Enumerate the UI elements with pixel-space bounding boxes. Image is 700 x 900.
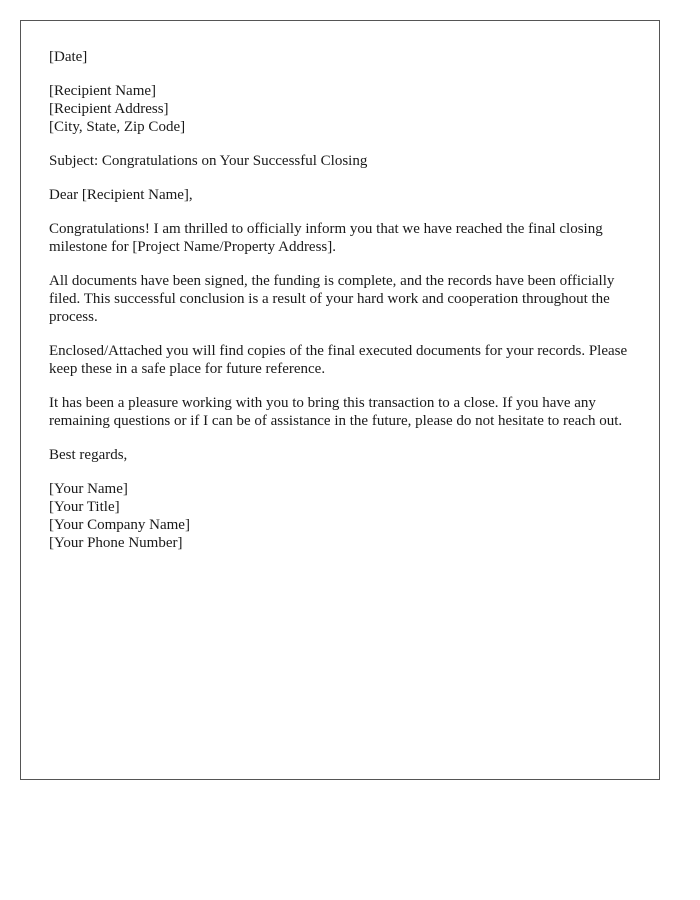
body-paragraph-2: All documents have been signed, the funding is complete, and the records have been officially filed. This successful conclusion is a result of your hard work and cooperation throughout the process. [49,273,615,325]
signature-title: [Your Title] [49,499,120,515]
letter-salutation: Dear [Recipient Name], [49,187,193,203]
recipient-block [49,82,631,136]
recipient-name: [Recipient Name] [49,83,157,99]
letter-closing: Best regards, [49,447,128,463]
recipient-city-state-zip: [City, State, Zip Code] [49,119,186,135]
signature-block [49,480,631,552]
signature-company: [Your Company Name] [49,517,190,533]
signature-name: [Your Name] [49,481,128,497]
body-paragraph-4: It has been a pleasure working with you to bring this transaction to a close. If you have any remaining questions or if I can be of assistance in the future, please do not hesitate to reach out. [49,395,623,429]
body-paragraph-1: Congratulations! I am thrilled to officially inform you that we have reached the final closing milestone for [Project Name/Property Address]. [49,221,603,255]
recipient-address: [Recipient Address] [49,101,169,117]
body-paragraph-3: Enclosed/Attached you will find copies of the final executed documents for your records. Please keep these in a safe place for future reference. [49,343,628,377]
letter-date: [Date] [49,49,88,65]
letter-subject: Subject: Congratulations on Your Successful Closing [49,153,368,169]
signature-phone: [Your Phone Number] [49,535,183,551]
letter-page [20,20,660,780]
